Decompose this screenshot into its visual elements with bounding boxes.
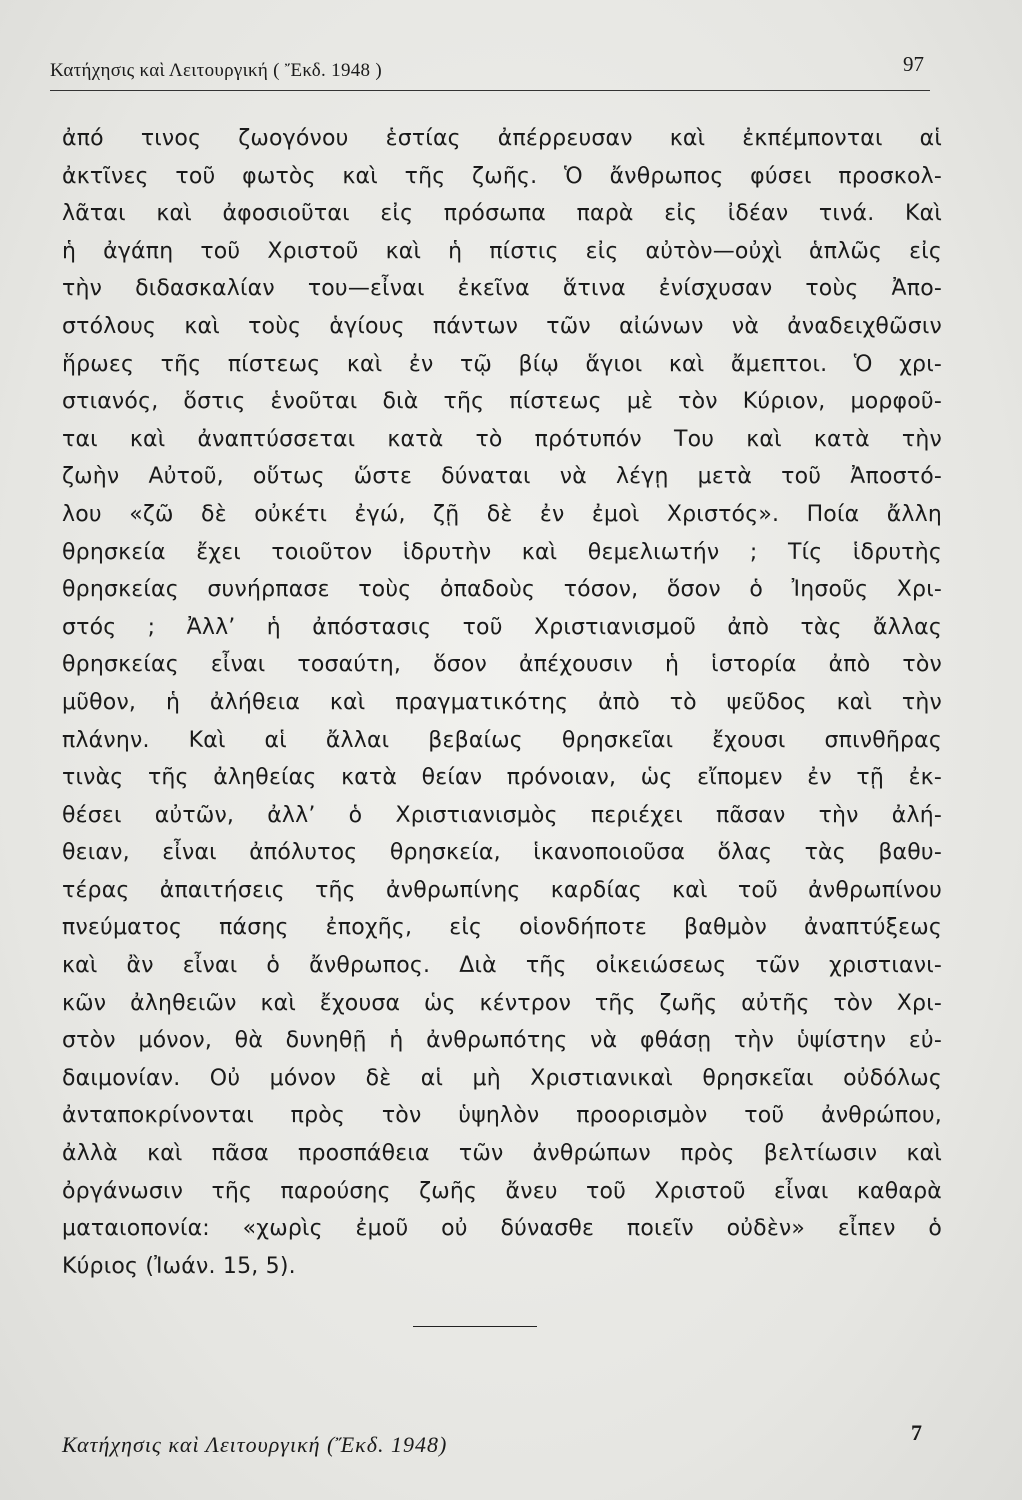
text-line: δαιμονίαν. Οὐ μόνον δὲ αἱ μὴ Χριστιανικαὶ θρησκεῖαι οὐδόλως [62,1065,942,1091]
text-line: στὸν μόνον, θὰ δυνηθῇ ἡ ἀνθρωπότης νὰ φθάσῃ τὴν ὑψίστην εὐ- [62,1028,942,1054]
body-text [62,120,942,1285]
header-title: Κατήχησις καὶ Λειτουργική ( Ἔκδ. 1948 ) [50,60,383,81]
text-line: τινὰς τῆς ἀληθείας κατὰ θείαν πρόνοιαν, ὡς εἴπομεν ἐν τῇ ἐκ- [62,765,942,791]
text-line: τὴν διδασκαλίαν του—εἶναι ἐκεῖνα ἅτινα ἐνίσχυσαν τοὺς Ἀπο- [62,276,942,302]
text-line: ζωὴν Αὐτοῦ, οὕτως ὥστε δύναται νὰ λέγῃ μετὰ τοῦ Ἀποστό- [62,464,942,490]
text-line: μῦθον, ἡ ἀλήθεια καὶ πραγματικότης ἀπὸ τὸ ψεῦδος καὶ τὴν [62,689,942,715]
text-line: ἀκτῖνες τοῦ φωτὸς καὶ τῆς ζωῆς. Ὁ ἄνθρωπος φύσει προσκολ- [62,163,942,189]
footer-number: 7 [911,1420,922,1445]
text-line: ἀνταποκρίνονται πρὸς τὸν ὑψηλὸν προορισμὸν τοῦ ἀνθρώπου, [62,1103,942,1129]
text-line: στιανός, ὅστις ἑνοῦται διὰ τῆς πίστεως μὲ τὸν Κύριον, μορφοῦ- [62,389,942,415]
page-footer [62,1420,922,1466]
text-line: ἥρωες τῆς πίστεως καὶ ἐν τῷ βίῳ ἅγιοι καὶ ἄμεπτοι. Ὁ χρι- [62,351,942,377]
text-line: κῶν ἀληθειῶν καὶ ἔχουσα ὡς κέντρον τῆς ζωῆς αὐτῆς τὸν Χρι- [62,990,942,1016]
text-line: ματαιοπονία: «χωρὶς ἐμοῦ οὐ δύνασθε ποιεῖν οὐδὲν» εἶπεν ὁ [62,1216,942,1242]
text-line: θρησκεία ἔχει τοιοῦτον ἱδρυτὴν καὶ θεμελιωτήν ; Τίς ἱδρυτὴς [62,539,942,565]
text-line: θρησκείας συνήρπασε τοὺς ὀπαδοὺς τόσον, ὅσον ὁ Ἰησοῦς Χρι- [62,577,942,603]
running-header [50,52,930,91]
text-line: ὀργάνωσιν τῆς παρούσης ζωῆς ἄνευ τοῦ Χριστοῦ εἶναι καθαρὰ [62,1178,942,1204]
text-line: ἀπό τινος ζωογόνου ἑστίας ἀπέρρευσαν καὶ ἐκπέμπονται αἱ [62,126,942,151]
header-page-number: 97 [903,52,924,76]
text-line: καὶ ἂν εἶναι ὁ ἄνθρωπος. Διὰ τῆς οἰκειώσεως τῶν χριστιανι- [62,953,942,979]
text-line: πνεύματος πάσης ἐποχῆς, εἰς οἱονδήποτε βαθμὸν ἀναπτύξεως [62,915,942,941]
text-line: τέρας ἀπαιτήσεις τῆς ἀνθρωπίνης καρδίας καὶ τοῦ ἀνθρωπίνου [62,877,942,903]
text-line: λᾶται καὶ ἀφοσιοῦται εἰς πρόσωπα παρὰ εἰς ἰδέαν τινά. Καὶ [62,201,942,227]
text-line: στός ; Ἀλλ’ ἡ ἀπόστασις τοῦ Χριστιανισμοῦ ἀπὸ τὰς ἄλλας [62,614,942,640]
text-line: ἀλλὰ καὶ πᾶσα προσπάθεια τῶν ἀνθρώπων πρὸς βελτίωσιν καὶ [62,1141,942,1167]
text-line: θειαν, εἶναι ἀπόλυτος θρησκεία, ἱκανοποιοῦσα ὅλας τὰς βαθυ- [62,840,942,866]
text-line: ἡ ἀγάπη τοῦ Χριστοῦ καὶ ἡ πίστις εἰς αὐτὸν—οὐχὶ ἁπλῶς εἰς [62,238,942,264]
text-line: θρησκείας εἶναι τοσαύτη, ὅσον ἀπέχουσιν ἡ ἱστορία ἀπὸ τὸν [62,652,942,678]
text-line: λου «ζῶ δὲ οὐκέτι ἐγώ, ζῇ δὲ ἐν ἐμοὶ Χριστός». Ποία ἄλλη [62,501,942,527]
text-line: Κύριος (Ἰωάν. 15, 5). [62,1253,296,1279]
text-line: ται καὶ ἀναπτύσσεται κατὰ τὸ πρότυπόν Του καὶ κατὰ τὴν [62,426,942,452]
footer-title: Κατήχησις καὶ Λειτουργική (Ἔκδ. 1948) [62,1432,448,1457]
text-line: θέσει αὐτῶν, ἀλλ’ ὁ Χριστιανισμὸς περιέχει πᾶσαν τὴν ἀλή- [62,802,942,828]
text-line: στόλους καὶ τοὺς ἁγίους πάντων τῶν αἰώνων νὰ ἀναδειχθῶσιν [62,313,942,339]
end-of-section-rule [413,1326,537,1327]
text-line: πλάνην. Καὶ αἱ ἄλλαι βεβαίως θρησκεῖαι ἔχουσι σπινθῆρας [62,727,942,753]
